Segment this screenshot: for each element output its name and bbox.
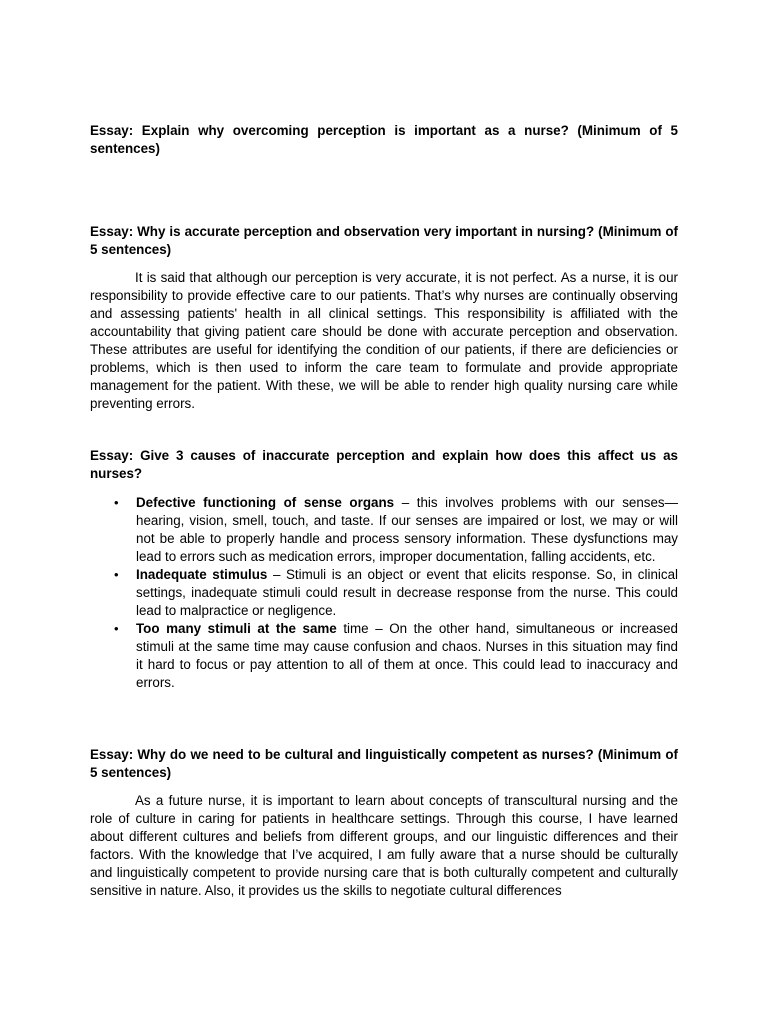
list-item-term: Too many stimuli at the same bbox=[136, 621, 337, 636]
essay-question-2: Essay: Why is accurate perception and observation very important in nursing? (Minimum of 5 sentences) bbox=[90, 224, 678, 257]
essay-question-1: Essay: Explain why overcoming perception is important as a nurse? (Minimum of 5 sentences) bbox=[90, 123, 678, 156]
list-item-term: Inadequate stimulus bbox=[136, 567, 268, 582]
list-item bbox=[90, 620, 678, 692]
list-item-text: – this involves problems with our senses—hearing, vision, smell, touch, and taste. If our senses are impaired or lost, we may or will not be able to properly handle and process sensory information. These dysfunctions may lead to errors such as medication errors, improper documentation, falling accidents, etc. bbox=[136, 495, 679, 564]
list-item-text: time – On the other hand, simultaneous or increased stimuli at the same time may cause confusion and chaos. Nurses in this situation may find it hard to focus or pay attention to all of them at once. This could lead to inaccuracy and errors. bbox=[136, 621, 678, 690]
bullet-icon: • bbox=[114, 621, 119, 636]
bullet-icon: • bbox=[114, 495, 119, 510]
causes-list bbox=[90, 494, 678, 692]
list-item-text: – Stimuli is an object or event that elicits response. So, in clinical settings, inadequate stimuli could result in decrease response from the nurse. This could lead to malpractice or negligence. bbox=[136, 567, 678, 618]
list-item bbox=[90, 566, 678, 620]
essay-question-4: Essay: Why do we need to be cultural and linguistically competent as nurses? (Minimum of 5 sentences) bbox=[90, 747, 678, 780]
list-item-term: Defective functioning of sense organs bbox=[136, 495, 395, 510]
essay-answer-2: It is said that although our perception is very accurate, it is not perfect. As a nurse, it is our responsibility to provide effective care to our patients. That’s why nurses are continually observing and assessing patients' health in all clinical settings. This responsibility is affiliated with the accountability that giving patient care should be done with accurate perception and observation. These attributes are useful for identifying the condition of our patients, if there are deficiencies or problems, which is then used to inform the care team to formulate and provide appropriate management for the patient. With these, we will be able to render high quality nursing care while preventing errors. bbox=[90, 270, 678, 411]
bullet-icon: • bbox=[114, 567, 119, 582]
essay-answer-4: As a future nurse, it is important to learn about concepts of transcultural nursing and the role of culture in caring for patients in healthcare settings. Through this course, I have learned about different cultures and beliefs from different groups, and our linguistic differences and their factors. With the knowledge that I’ve acquired, I am fully aware that a nurse should be culturally and linguistically competent to provide nursing care that is both culturally competent and culturally sensitive in nature. Also, it provides us the skills to negotiate cultural differences bbox=[90, 793, 678, 898]
essay-question-3: Essay: Give 3 causes of inaccurate perception and explain how does this affect us as nurses? bbox=[90, 448, 678, 481]
list-item bbox=[90, 494, 678, 566]
